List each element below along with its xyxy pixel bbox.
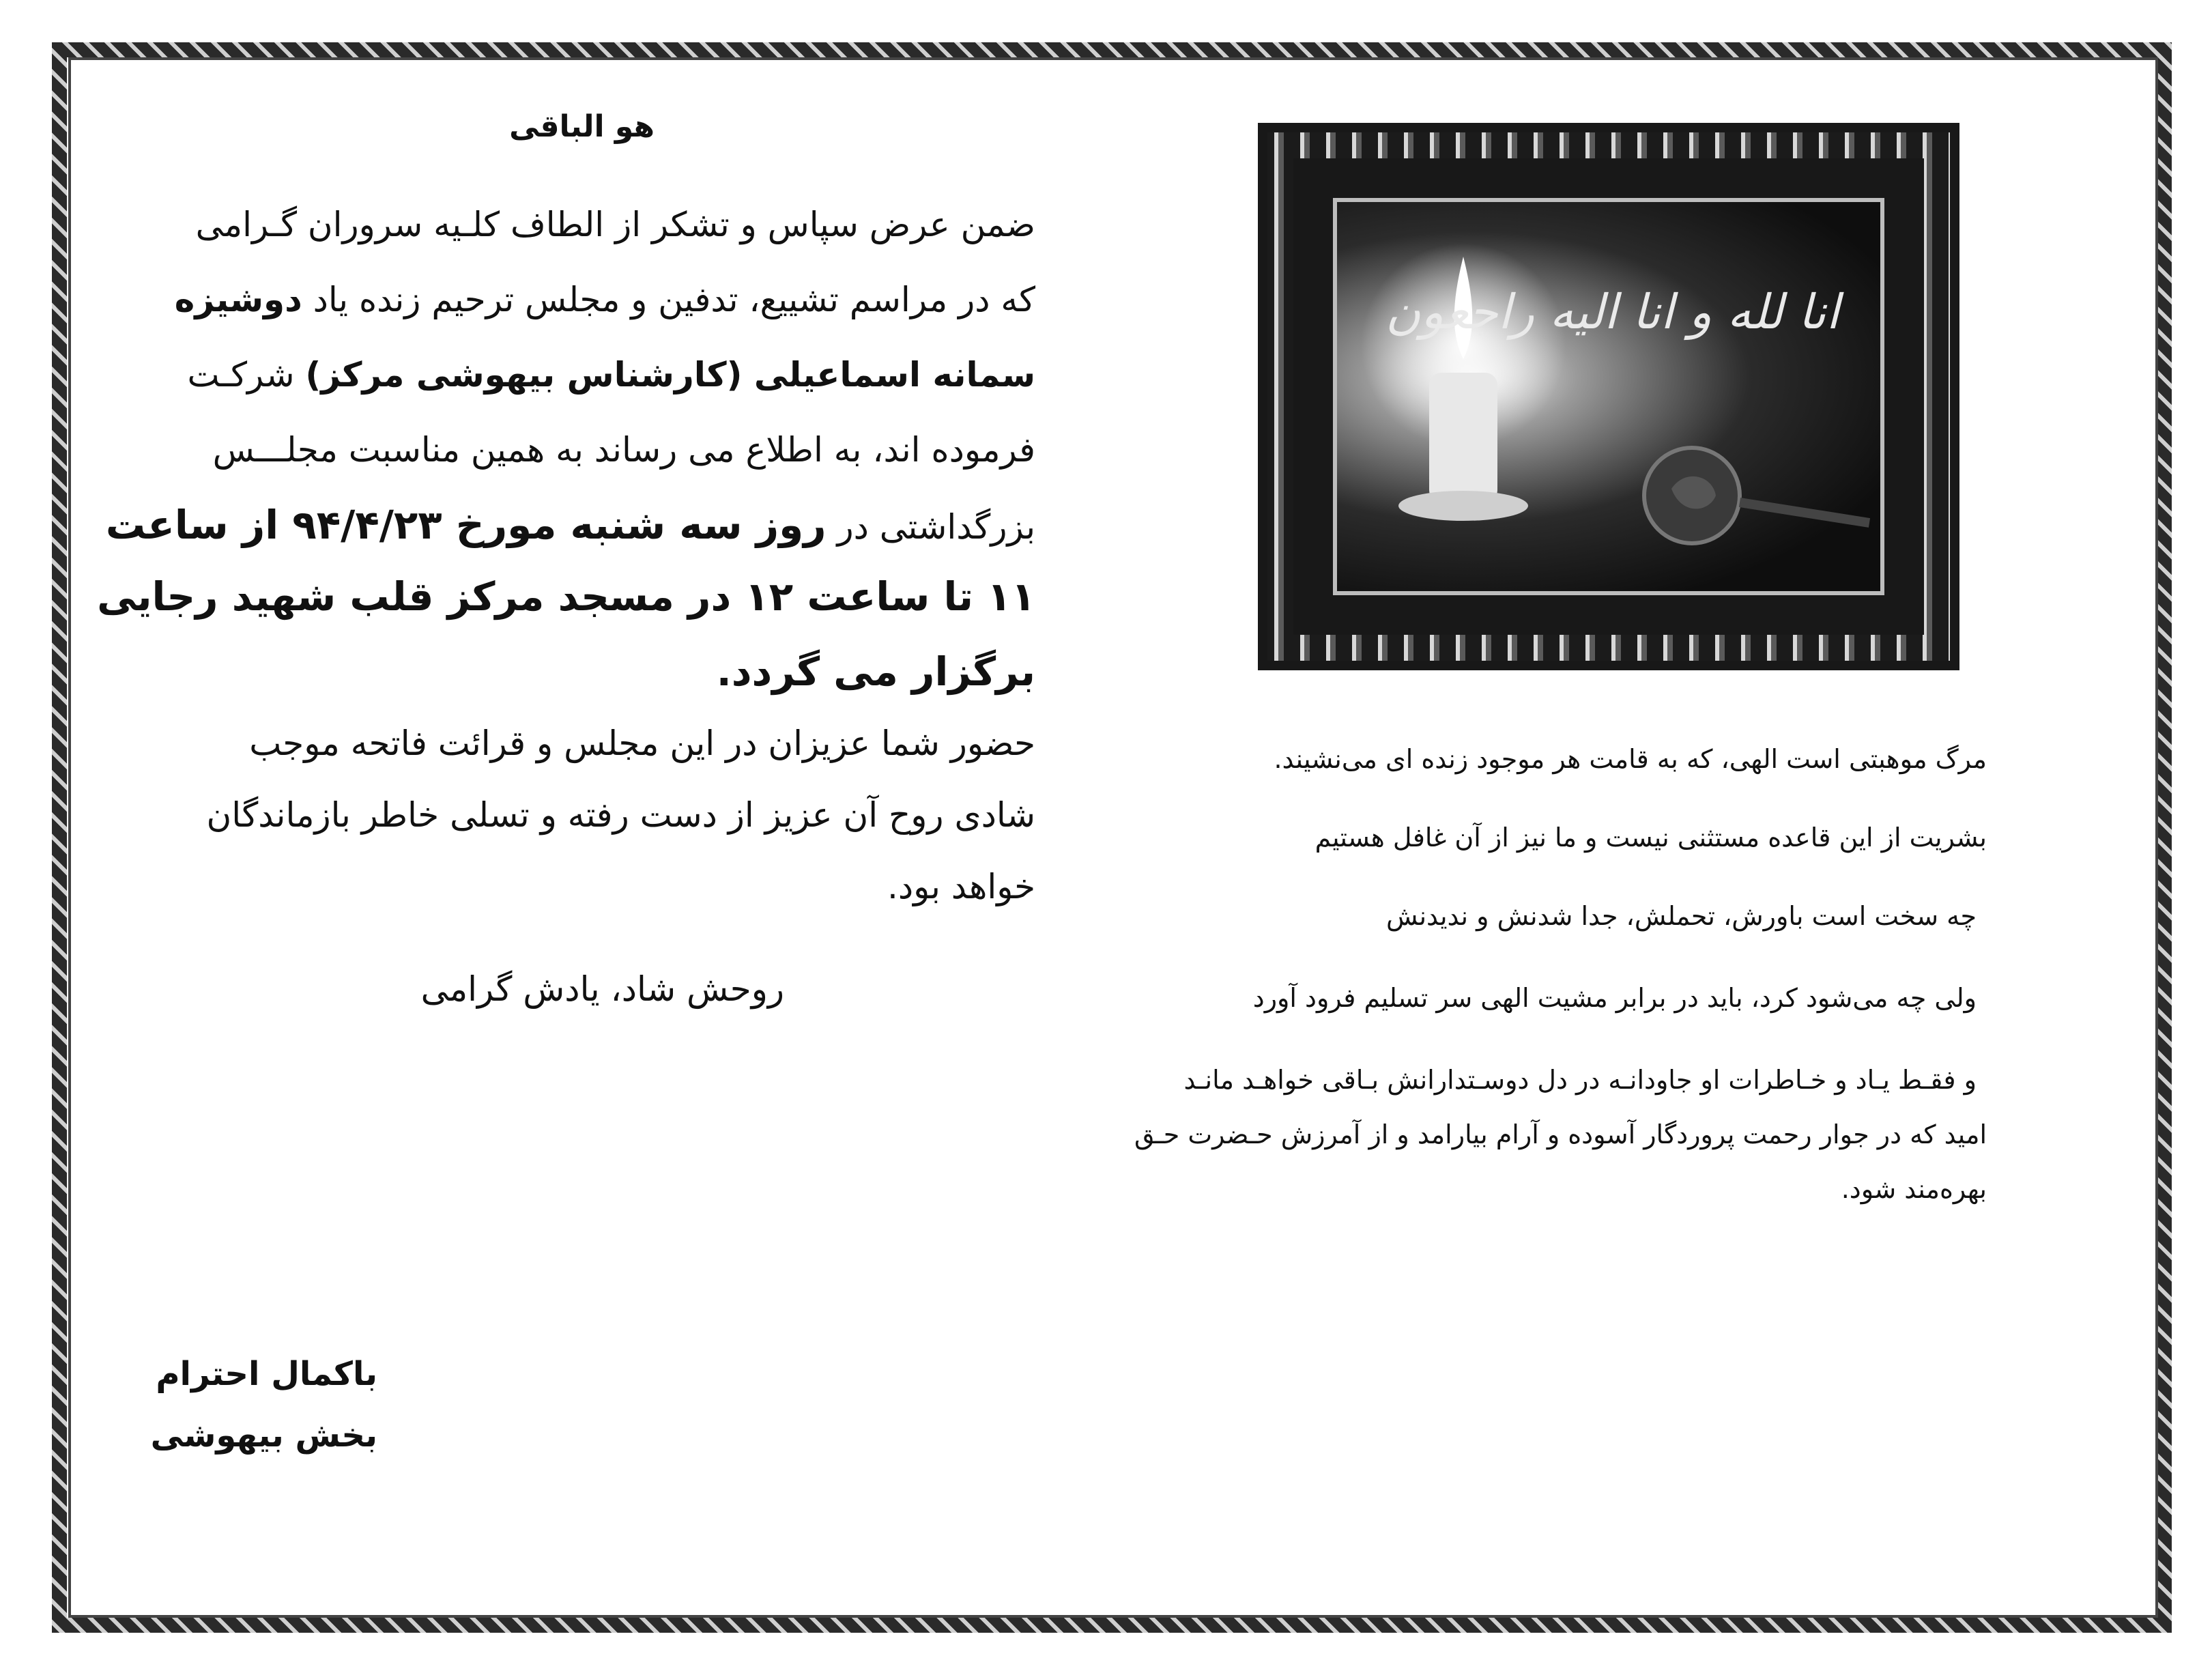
poem-line-1: مرگ موهبتی است الهی، که به قامت هر موجود زنده ای می‌نشیند. xyxy=(1274,744,1987,774)
poem-line-2: بشریت از این قاعده مستثنی نیست و ما نیز از آن غافل هستیم xyxy=(1315,823,1987,853)
poem-line-4: ولی چه می‌شود کرد، باید در برابر مشیت الهی سر تسلیم فرود آورد xyxy=(1252,983,1977,1013)
closing-text: روحش شاد، یادش گرامی xyxy=(420,969,784,1009)
notice-line-1: ضمن عرض سپاس و تشکر از الطاف کلـیه سروران گـرامی xyxy=(195,205,1035,244)
signature-line-1: باکمال احترام xyxy=(156,1355,377,1393)
notice-line-5: بزرگداشتی در روز سه شنبه مورخ ۹۴/۴/۲۳ از ساعت xyxy=(105,502,1035,548)
memorial-image xyxy=(1258,123,1959,670)
rose-icon xyxy=(1644,448,1869,543)
heading: هو الباقی xyxy=(509,109,655,144)
candle-icon xyxy=(1337,202,1880,591)
poem-line-6: امید که در جوار رحمت پروردگار آسوده و آرام بیارامد و از آمرزش حـضرت حـق xyxy=(1134,1119,1987,1149)
calligraphy-text: انا لله و انا الیه راجعون xyxy=(1385,284,1839,340)
signature-line-2: بخش بیهوشی xyxy=(150,1416,377,1455)
notice-line-8: حضور شما عزیزان در این مجلس و قرائت فاتحه موجب xyxy=(249,724,1035,763)
notice-line-9: شادی روح آن عزیز از دست رفته و تسلی خاطر بازماندگان xyxy=(206,795,1035,835)
notice-line-2: که در مراسم تشییع، تدفین و مجلس ترحیم زنده یاد دوشیزه xyxy=(174,280,1035,319)
notice-line-6: ۱۱ تا ساعت ۱۲ در مسجد مرکز قلب شهید رجایی xyxy=(97,573,1035,620)
poem-line-3: چه سخت است باورش، تحملش، جدا شدنش و ندیدنش xyxy=(1386,901,1977,931)
notice-line-10: خواهد بود. xyxy=(887,867,1035,906)
notice-line-3: سمانه اسماعیلی (کارشناس بیهوشی مرکز) شرکـت xyxy=(187,355,1035,395)
notice-line-7: برگزار می گردد. xyxy=(716,648,1035,695)
poem-line-5: و فقـط یـاد و خـاطرات او جاودانـه در دل دوسـتدارانش بـاقی خواهـد مانـد xyxy=(1183,1065,1977,1095)
poem-line-7: بهره‌مند شود. xyxy=(1841,1174,1987,1204)
candle-and-rose-picture xyxy=(1333,198,1884,595)
notice-line-4: فرموده اند، به اطلاع می رساند به همین مناسبت مجلـــس xyxy=(212,430,1035,470)
